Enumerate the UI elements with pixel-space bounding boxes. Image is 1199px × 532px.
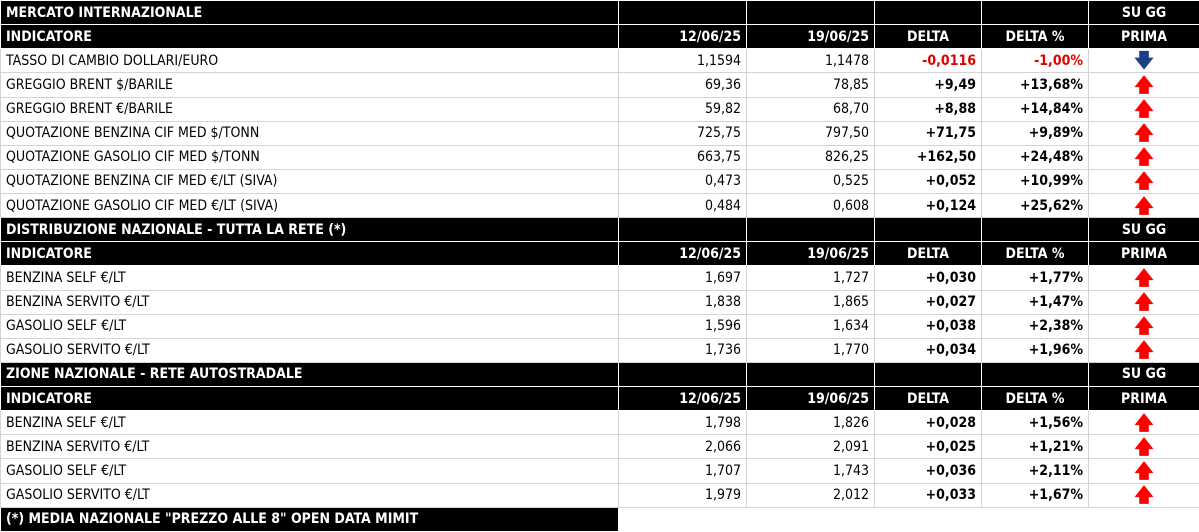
arrow-down-icon: 🡇 [1134,49,1154,72]
trend-header-top: SU GG [1089,362,1199,386]
header-trend: PRIMA [1089,242,1199,266]
table-row [1,483,1199,507]
delta-pct-value: +9,89% [982,121,1089,145]
indicator-name: GASOLIO SELF €/LT [1,459,619,483]
empty-cell [982,507,1089,531]
value-date-1: 1,979 [619,483,747,507]
delta-pct-value: +10,99% [982,169,1089,193]
footnote-row [1,507,1199,531]
empty-cell [982,218,1089,242]
arrow-up-icon: 🡅 [1134,484,1154,507]
table-row [1,411,1199,435]
value-date-1: 1,596 [619,314,747,338]
delta-value: +0,038 [875,314,982,338]
value-date-1: 0,484 [619,194,747,218]
arrow-up-icon: 🡅 [1134,146,1154,169]
empty-cell [747,1,875,25]
delta-pct-value: +13,68% [982,73,1089,97]
value-date-2: 1,727 [747,266,875,290]
empty-cell [747,362,875,386]
table-row [1,290,1199,314]
delta-pct-value: +2,11% [982,459,1089,483]
header-date-2: 19/06/25 [747,25,875,49]
empty-cell [619,218,747,242]
delta-value: +0,028 [875,411,982,435]
indicator-name: BENZINA SERVITO €/LT [1,290,619,314]
indicator-name: GREGGIO BRENT $/BARILE [1,73,619,97]
arrow-up-icon: 🡅 [1134,266,1154,289]
trend-cell [1089,266,1199,290]
arrow-up-icon: 🡅 [1134,170,1154,193]
table-row [1,194,1199,218]
header-indicator: INDICATORE [1,25,619,49]
delta-value: +8,88 [875,97,982,121]
trend-cell [1089,314,1199,338]
value-date-2: 68,70 [747,97,875,121]
section-title: DISTRIBUZIONE NAZIONALE - TUTTA LA RETE (*) [1,218,619,242]
value-date-2: 2,012 [747,483,875,507]
arrow-up-icon: 🡅 [1134,98,1154,121]
delta-value: -0,0116 [875,49,982,73]
table-row [1,314,1199,338]
empty-cell [875,218,982,242]
value-date-2: 1,770 [747,338,875,362]
trend-cell [1089,411,1199,435]
trend-cell [1089,49,1199,73]
delta-value: +9,49 [875,73,982,97]
value-date-1: 1,697 [619,266,747,290]
delta-pct-value: +1,47% [982,290,1089,314]
empty-cell [875,507,982,531]
value-date-2: 0,525 [747,169,875,193]
indicator-name: GASOLIO SERVITO €/LT [1,338,619,362]
header-date-1: 12/06/25 [619,387,747,411]
indicator-name: BENZINA SELF €/LT [1,266,619,290]
trend-header-top: SU GG [1089,1,1199,25]
trend-cell [1089,483,1199,507]
value-date-2: 1,743 [747,459,875,483]
value-date-1: 1,736 [619,338,747,362]
trend-cell [1089,338,1199,362]
header-delta-pct: DELTA % [982,25,1089,49]
header-date-1: 12/06/25 [619,242,747,266]
arrow-up-icon: 🡅 [1134,73,1154,96]
value-date-1: 2,066 [619,435,747,459]
value-date-2: 797,50 [747,121,875,145]
arrow-up-icon: 🡅 [1134,435,1154,458]
arrow-up-icon: 🡅 [1134,122,1154,145]
footnote: (*) MEDIA NAZIONALE "PREZZO ALLE 8" OPEN DATA MIMIT [1,507,619,531]
header-delta-pct: DELTA % [982,387,1089,411]
delta-pct-value: +1,77% [982,266,1089,290]
arrow-up-icon: 🡅 [1134,194,1154,217]
delta-pct-value: +25,62% [982,194,1089,218]
value-date-2: 78,85 [747,73,875,97]
arrow-up-icon: 🡅 [1134,339,1154,362]
header-indicator: INDICATORE [1,387,619,411]
delta-pct-value: -1,00% [982,49,1089,73]
value-date-1: 1,798 [619,411,747,435]
column-header-row [1,25,1199,49]
value-date-1: 663,75 [619,145,747,169]
header-delta-pct: DELTA % [982,242,1089,266]
trend-cell [1089,169,1199,193]
value-date-1: 1,1594 [619,49,747,73]
empty-cell [619,362,747,386]
indicator-name: BENZINA SERVITO €/LT [1,435,619,459]
delta-pct-value: +2,38% [982,314,1089,338]
indicator-name: TASSO DI CAMBIO DOLLARI/EURO [1,49,619,73]
trend-cell [1089,194,1199,218]
header-delta: DELTA [875,242,982,266]
delta-value: +162,50 [875,145,982,169]
header-date-1: 12/06/25 [619,25,747,49]
header-trend: PRIMA [1089,25,1199,49]
delta-value: +0,033 [875,483,982,507]
delta-pct-value: +1,56% [982,411,1089,435]
table-row [1,49,1199,73]
delta-value: +0,025 [875,435,982,459]
value-date-2: 1,1478 [747,49,875,73]
value-date-2: 1,826 [747,411,875,435]
delta-pct-value: +1,21% [982,435,1089,459]
section-title-row [1,1,1199,25]
indicator-name: GASOLIO SELF €/LT [1,314,619,338]
delta-pct-value: +14,84% [982,97,1089,121]
value-date-1: 725,75 [619,121,747,145]
header-date-2: 19/06/25 [747,387,875,411]
table-row [1,97,1199,121]
delta-value: +0,052 [875,169,982,193]
header-trend: PRIMA [1089,387,1199,411]
indicator-name: QUOTAZIONE BENZINA CIF MED €/LT (SIVA) [1,169,619,193]
arrow-up-icon: 🡅 [1134,291,1154,314]
empty-cell [619,507,747,531]
value-date-1: 69,36 [619,73,747,97]
delta-pct-value: +24,48% [982,145,1089,169]
indicator-name: GASOLIO SERVITO €/LT [1,483,619,507]
empty-cell [619,1,747,25]
delta-value: +0,124 [875,194,982,218]
indicator-name: QUOTAZIONE BENZINA CIF MED $/TONN [1,121,619,145]
section-title-row [1,362,1199,386]
empty-cell [875,362,982,386]
delta-value: +0,027 [875,290,982,314]
column-header-row [1,242,1199,266]
trend-cell [1089,121,1199,145]
value-date-1: 59,82 [619,97,747,121]
value-date-2: 826,25 [747,145,875,169]
delta-pct-value: +1,96% [982,338,1089,362]
value-date-2: 2,091 [747,435,875,459]
section-title: ZIONE NAZIONALE - RETE AUTOSTRADALE [1,362,619,386]
delta-value: +0,036 [875,459,982,483]
value-date-2: 0,608 [747,194,875,218]
delta-pct-value: +1,67% [982,483,1089,507]
table-row [1,73,1199,97]
section-title-row [1,218,1199,242]
empty-cell [1089,507,1199,531]
table-body [1,1,1199,532]
table-row [1,145,1199,169]
delta-value: +0,034 [875,338,982,362]
trend-cell [1089,435,1199,459]
column-header-row [1,387,1199,411]
arrow-up-icon: 🡅 [1134,411,1154,434]
trend-cell [1089,97,1199,121]
trend-cell [1089,73,1199,97]
header-delta: DELTA [875,25,982,49]
header-delta: DELTA [875,387,982,411]
empty-cell [747,218,875,242]
empty-cell [875,1,982,25]
trend-cell [1089,459,1199,483]
empty-cell [982,1,1089,25]
trend-cell [1089,145,1199,169]
indicator-name: BENZINA SELF €/LT [1,411,619,435]
empty-cell [747,507,875,531]
table-row [1,266,1199,290]
empty-cell [982,362,1089,386]
value-date-1: 0,473 [619,169,747,193]
value-date-2: 1,634 [747,314,875,338]
table-row [1,121,1199,145]
arrow-up-icon: 🡅 [1134,459,1154,482]
table-row [1,435,1199,459]
indicator-name: GREGGIO BRENT €/BARILE [1,97,619,121]
value-date-1: 1,707 [619,459,747,483]
table-row [1,459,1199,483]
trend-header-top: SU GG [1089,218,1199,242]
trend-cell [1089,290,1199,314]
header-indicator: INDICATORE [1,242,619,266]
arrow-up-icon: 🡅 [1134,315,1154,338]
header-date-2: 19/06/25 [747,242,875,266]
delta-value: +0,030 [875,266,982,290]
indicator-name: QUOTAZIONE GASOLIO CIF MED €/LT (SIVA) [1,194,619,218]
value-date-1: 1,838 [619,290,747,314]
indicator-name: QUOTAZIONE GASOLIO CIF MED $/TONN [1,145,619,169]
table-row [1,338,1199,362]
section-title: MERCATO INTERNAZIONALE [1,1,619,25]
table-row [1,169,1199,193]
delta-value: +71,75 [875,121,982,145]
value-date-2: 1,865 [747,290,875,314]
